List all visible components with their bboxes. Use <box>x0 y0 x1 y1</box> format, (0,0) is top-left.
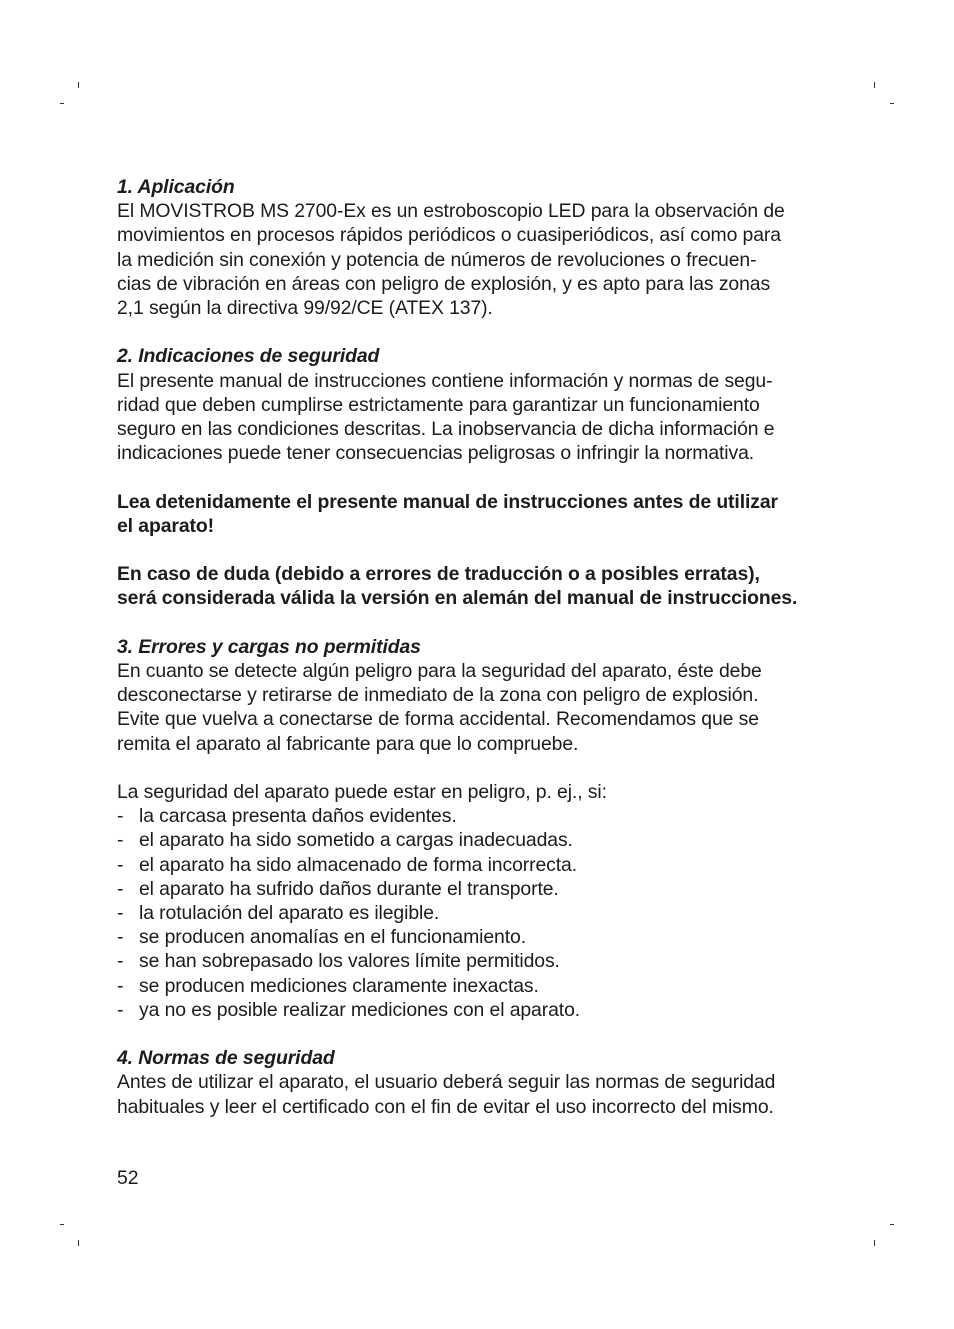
list-item-text: ya no es posible realizar mediciones con el aparato. <box>139 998 581 1021</box>
section-indicaciones-seguridad <box>117 344 829 610</box>
crop-mark-bottom-right <box>874 1240 875 1246</box>
body-line: habituales y leer el certificado con el fin de evitar el uso incorrecto del mismo. <box>117 1095 774 1118</box>
document-body <box>117 175 829 1119</box>
list-item-text: se han sobrepasado los valores límite permitidos. <box>139 950 560 973</box>
list-item-text: la carcasa presenta daños evidentes. <box>139 805 457 828</box>
body-line: seguro en las condiciones descritas. La inobservancia de dicha información e <box>117 418 775 441</box>
body-line: ridad que deben cumplirse estrictamente para garantizar un funcionamiento <box>117 393 760 416</box>
notice-line: En caso de duda (debido a errores de traducción o a posibles erratas), <box>117 563 760 586</box>
crop-mark-bottom-left <box>78 1240 79 1246</box>
list-item-text: se producen anomalías en el funcionamiento. <box>139 926 526 949</box>
list-intro: La seguridad del aparato puede estar en peligro, p. ej., si: <box>117 781 607 803</box>
dash-bullet: - <box>117 902 124 925</box>
list-item <box>117 877 829 901</box>
list-item <box>117 901 829 925</box>
dash-bullet: - <box>117 805 124 828</box>
section-aplicacion <box>117 175 829 320</box>
dash-bullet: - <box>117 926 124 949</box>
list-item <box>117 949 829 973</box>
list-item-text: se producen mediciones claramente inexactas. <box>139 974 539 997</box>
crop-mark-top-right <box>874 82 875 88</box>
section-normas-seguridad <box>117 1046 829 1119</box>
spacer <box>117 465 829 489</box>
dash-bullet: - <box>117 853 124 876</box>
warning-notice <box>117 490 829 538</box>
body-line: remita el aparato al fabricante para que lo compruebe. <box>117 732 579 755</box>
dash-bullet: - <box>117 877 124 900</box>
spacer <box>117 611 829 635</box>
translation-notice <box>117 562 829 610</box>
hazard-list <box>117 804 829 1022</box>
section-heading: 1. Aplicación <box>117 176 235 198</box>
list-item <box>117 925 829 949</box>
list-item-text: la rotulación del aparato es ilegible. <box>139 902 440 925</box>
list-item-text: el aparato ha sido sometido a cargas inadecuadas. <box>139 829 573 852</box>
section-heading: 4. Normas de seguridad <box>117 1047 335 1070</box>
body-line: Antes de utilizar el aparato, el usuario deberá seguir las normas de seguridad <box>117 1071 776 1094</box>
page-number: 52 <box>117 1167 139 1189</box>
crop-mark-top-right <box>890 103 894 104</box>
body-line: indicaciones puede tener consecuencias peligrosas o infringir la normativa. <box>117 442 755 465</box>
body-line: 2,1 según la directiva 99/92/CE (ATEX 137). <box>117 297 493 320</box>
spacer <box>117 756 829 780</box>
list-item <box>117 828 829 852</box>
spacer <box>117 320 829 344</box>
body-line: En cuanto se detecte algún peligro para la seguridad del aparato, éste debe <box>117 660 762 682</box>
body-line: desconectarse y retirarse de inmediato de la zona con peligro de explosión. <box>117 684 759 707</box>
notice-line: Lea detenidamente el presente manual de instrucciones antes de utilizar <box>117 490 779 513</box>
body-line: El MOVISTROB MS 2700-Ex es un estroboscopio LED para la observación de <box>117 200 785 223</box>
notice-line: el aparato! <box>117 514 214 537</box>
list-item <box>117 804 829 828</box>
spacer <box>117 538 829 562</box>
crop-mark-top-left <box>78 82 79 88</box>
list-item-text: el aparato ha sido almacenado de forma incorrecta. <box>139 853 578 876</box>
list-item-text: el aparato ha sufrido daños durante el transporte. <box>139 877 559 900</box>
body-line: movimientos en procesos rápidos periódicos o cuasiperiódicos, así como para <box>117 224 781 247</box>
body-line: El presente manual de instrucciones contiene información y normas de segu- <box>117 369 773 392</box>
dash-bullet: - <box>117 829 124 852</box>
list-item <box>117 974 829 998</box>
body-line: Evite que vuelva a conectarse de forma accidental. Recomendamos que se <box>117 708 759 731</box>
dash-bullet: - <box>117 974 124 997</box>
body-line: la medición sin conexión y potencia de números de revoluciones o frecuen- <box>117 248 757 271</box>
dash-bullet: - <box>117 950 124 973</box>
crop-mark-top-left <box>60 103 64 104</box>
notice-line: será considerada válida la versión en alemán del manual de instrucciones. <box>117 587 798 610</box>
body-line: cias de vibración en áreas con peligro de explosión, y es apto para las zonas <box>117 272 771 295</box>
section-errores-cargas <box>117 635 829 1022</box>
spacer <box>117 1022 829 1046</box>
list-item <box>117 998 829 1022</box>
crop-mark-bottom-right <box>890 1224 894 1225</box>
list-item <box>117 853 829 877</box>
section-heading: 2. Indicaciones de seguridad <box>117 345 380 368</box>
section-heading: 3. Errores y cargas no permitidas <box>117 635 421 658</box>
dash-bullet: - <box>117 998 124 1021</box>
crop-mark-bottom-left <box>60 1224 64 1225</box>
